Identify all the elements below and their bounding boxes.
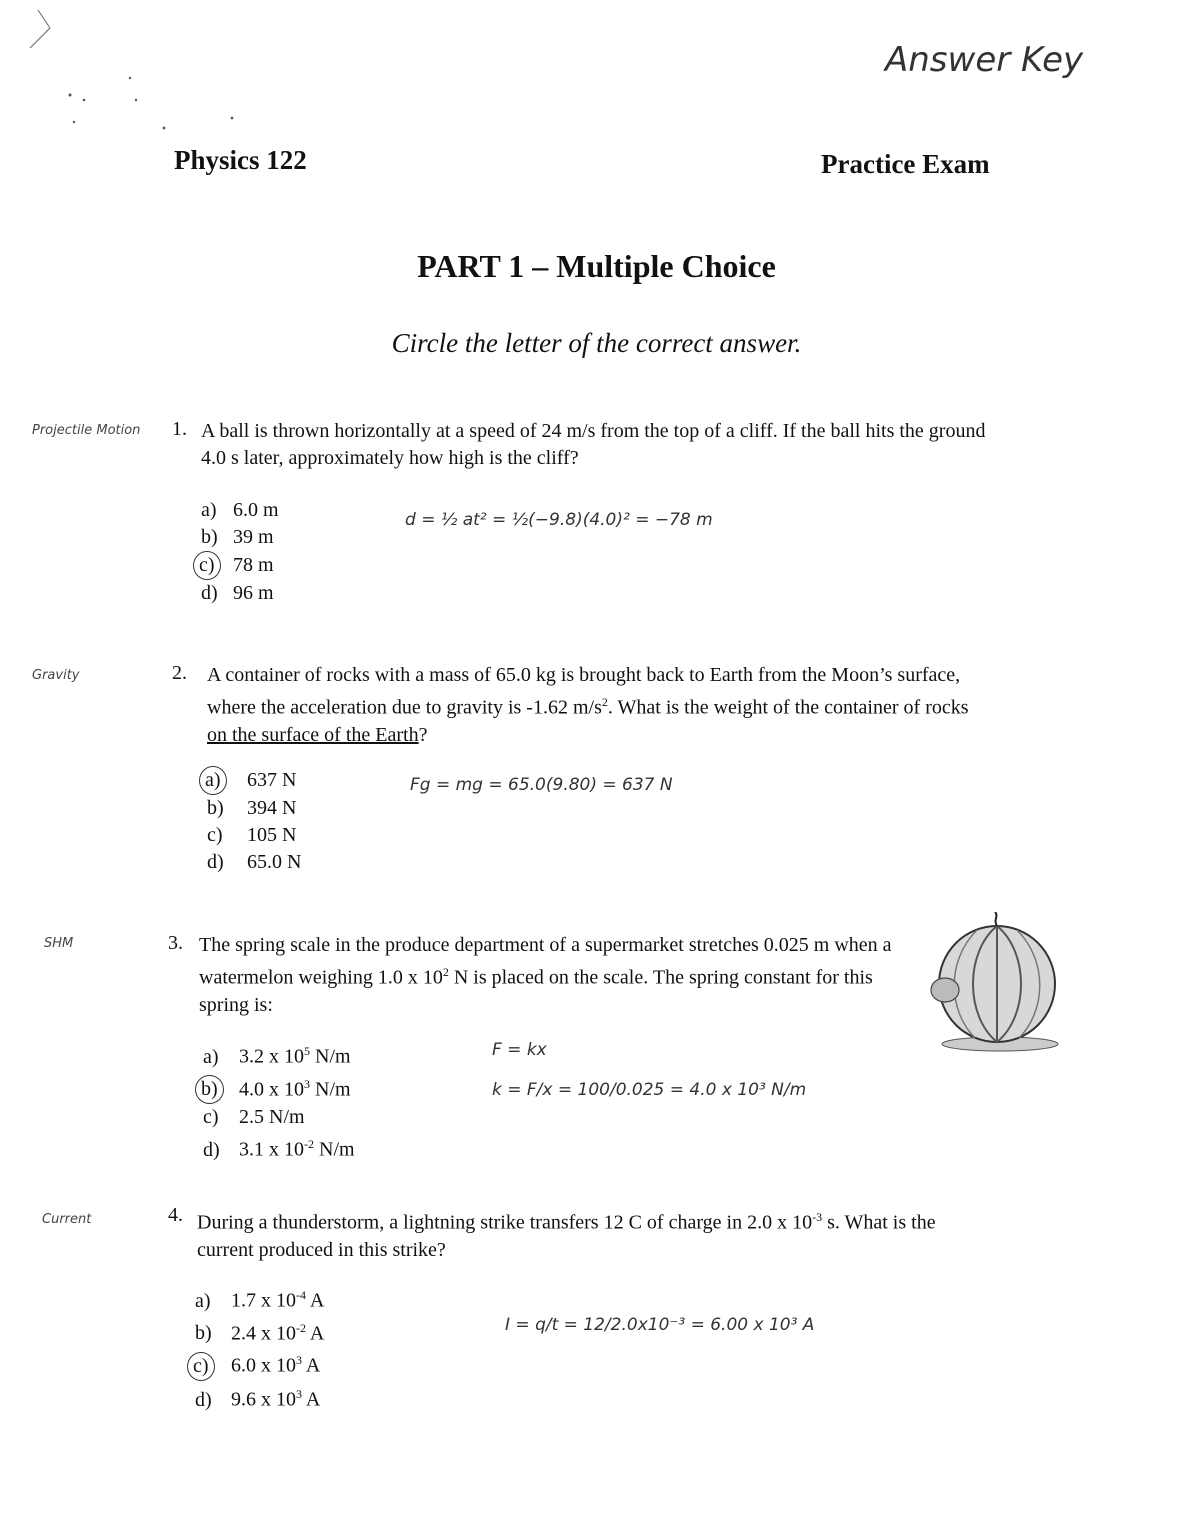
circled-answer: c): [187, 1352, 215, 1381]
circled-answer: b): [195, 1075, 224, 1104]
options-list: [195, 1282, 324, 1414]
option-a[interactable]: a) 6.0 m: [201, 499, 279, 521]
option-d[interactable]: d) 9.6 x $10^3$ A: [195, 1386, 321, 1411]
instruction: Circle the letter of the correct answer.: [391, 328, 802, 358]
question-text: A ball is thrown horizontally at a speed of 24 m/s from the top of a cliff. If the ball hits the ground 4.0 s later, approximately how high is the cliff?: [201, 420, 986, 469]
option-b[interactable]: b) 394 N: [207, 797, 297, 819]
option-a[interactable]: a) 3.2 x $10^5$ N/m: [203, 1044, 351, 1068]
option-d[interactable]: d) 3.1 x $10^{-2}$ N/m: [203, 1137, 355, 1161]
option-a[interactable]: a) 637 N: [207, 766, 301, 795]
circled-answer: a): [199, 766, 227, 795]
handwritten-work: I = q/t = 12/2.0x10⁻³ = 6.00 x 10³ A: [505, 1315, 815, 1335]
margin-note: Projectile Motion: [32, 423, 141, 438]
option-a[interactable]: a) 1.7 x $10^{-4}$ A: [195, 1288, 325, 1312]
option-c[interactable]: c) 78 m: [201, 551, 279, 580]
circled-answer: c): [193, 551, 221, 580]
option-d[interactable]: d) 65.0 N: [207, 851, 302, 873]
margin-note: SHM: [44, 936, 74, 951]
option-b[interactable]: b) 39 m: [201, 526, 274, 548]
option-c[interactable]: c) 105 N: [207, 824, 297, 846]
question-number: 1.: [172, 418, 187, 440]
option-c[interactable]: c) 6.0 x $10^3$ A: [195, 1347, 324, 1381]
answer-key-note: Answer Key: [885, 40, 1084, 80]
part-title: PART 1 – Multiple Choice: [417, 248, 776, 284]
watermelon-illustration: [925, 912, 1065, 1057]
options-list: [201, 497, 279, 607]
handwritten-work: d = ½ at² = ½(−9.8)(4.0)² = −78 m: [405, 510, 713, 530]
exam-title: Practice Exam: [821, 149, 990, 179]
question-text: A container of rocks with a mass of 65.0 kg is brought back to Earth from the Moon’s surface, where the acceleration due to gravity is -1.62 $m/s^2$. What is the weight of the container of rocks on the surface of the Earth?: [207, 664, 969, 746]
question-text: During a thunderstorm, a lightning strike transfers 12 C of charge in 2.0 x $10^{-3}$ s. What is the current produced in this strike?: [197, 1210, 936, 1261]
question-text: The spring scale in the produce department of a supermarket stretches 0.025 m when a watermelon weighing 1.0 x $10^2$ N is placed on the scale. The spring constant for this spring is:: [199, 934, 892, 1016]
scan-artifacts: [0, 0, 260, 140]
handwritten-work-line-2: k = F/x = 100/0.025 = 4.0 x 10³ N/m: [492, 1080, 807, 1100]
option-b[interactable]: b) 2.4 x $10^{-2}$ A: [195, 1320, 325, 1345]
options-list: [203, 1038, 355, 1164]
handwritten-work-line-1: F = kx: [492, 1040, 547, 1060]
handwritten-work: Fg = mg = 65.0(9.80) = 637 N: [410, 775, 673, 795]
margin-note: Gravity: [32, 668, 80, 683]
options-list: [207, 766, 301, 876]
option-d[interactable]: d) 96 m: [201, 582, 274, 604]
question-number: 3.: [168, 932, 183, 954]
option-c[interactable]: c) 2.5 N/m: [203, 1106, 305, 1129]
margin-note: Current: [42, 1212, 92, 1227]
course-title: Physics 122: [174, 145, 307, 175]
question-number: 2.: [172, 662, 187, 684]
option-b[interactable]: b) 4.0 x $10^3$ N/m: [203, 1071, 355, 1105]
question-number: 4.: [168, 1204, 183, 1226]
